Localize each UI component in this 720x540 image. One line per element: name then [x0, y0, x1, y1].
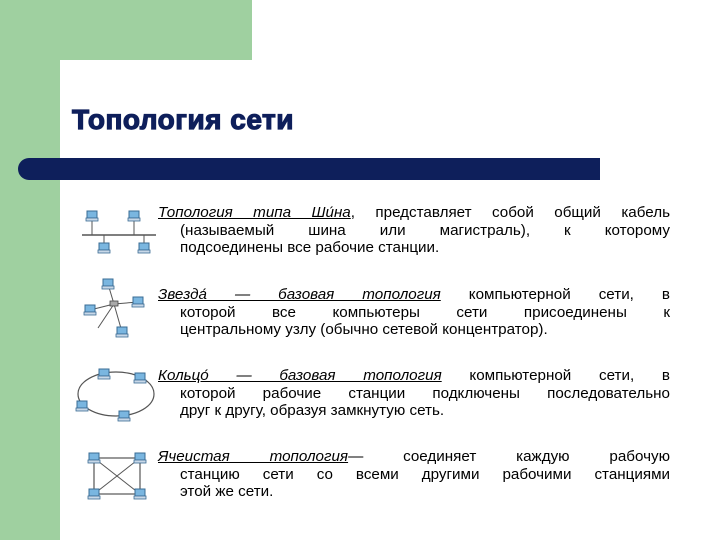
term-mesh: Ячеистая топология — [158, 448, 349, 465]
item-text: которой рабочие станции подключены последовательно — [180, 384, 670, 402]
item-text: — соединяет каждую рабочую — [348, 448, 671, 465]
item-text: (называемый шина или магистраль), к которому — [180, 221, 670, 239]
item-text: , представляет собой общий кабель — [350, 204, 670, 221]
ring-topology-icon — [72, 362, 160, 424]
term-ring: Кольцо́ — базовая топология — [158, 367, 442, 384]
title-underline-bar — [18, 158, 600, 180]
list-item-mesh — [158, 448, 670, 501]
term-bus: Топология типа Ши́на — [158, 204, 351, 221]
bus-topology-icon — [78, 205, 160, 257]
star-topology-icon — [80, 276, 146, 342]
term-star: Звезда́ — базовая топология — [158, 286, 441, 303]
mesh-topology-icon — [86, 450, 148, 502]
item-text: этой же сети. — [180, 483, 274, 500]
decorative-green-side — [0, 0, 60, 540]
item-text: подсоединены все рабочие станции. — [180, 239, 440, 256]
item-text: компьютерной сети, в — [440, 286, 670, 303]
list-item-bus — [158, 204, 670, 257]
item-text: компьютерной сети, в — [441, 367, 670, 384]
item-text: центральному узлу (обычно сетевой концентратор). — [180, 321, 548, 338]
item-text: станцию сети со всеми другими рабочими станциями — [180, 465, 670, 483]
list-item-star — [158, 286, 670, 339]
page-title: Топология сети — [72, 104, 294, 135]
item-text: которой все компьютеры сети присоединены к — [180, 303, 670, 321]
item-text: друг к другу, образуя замкнутую сеть. — [180, 402, 445, 419]
list-item-ring — [158, 367, 670, 420]
